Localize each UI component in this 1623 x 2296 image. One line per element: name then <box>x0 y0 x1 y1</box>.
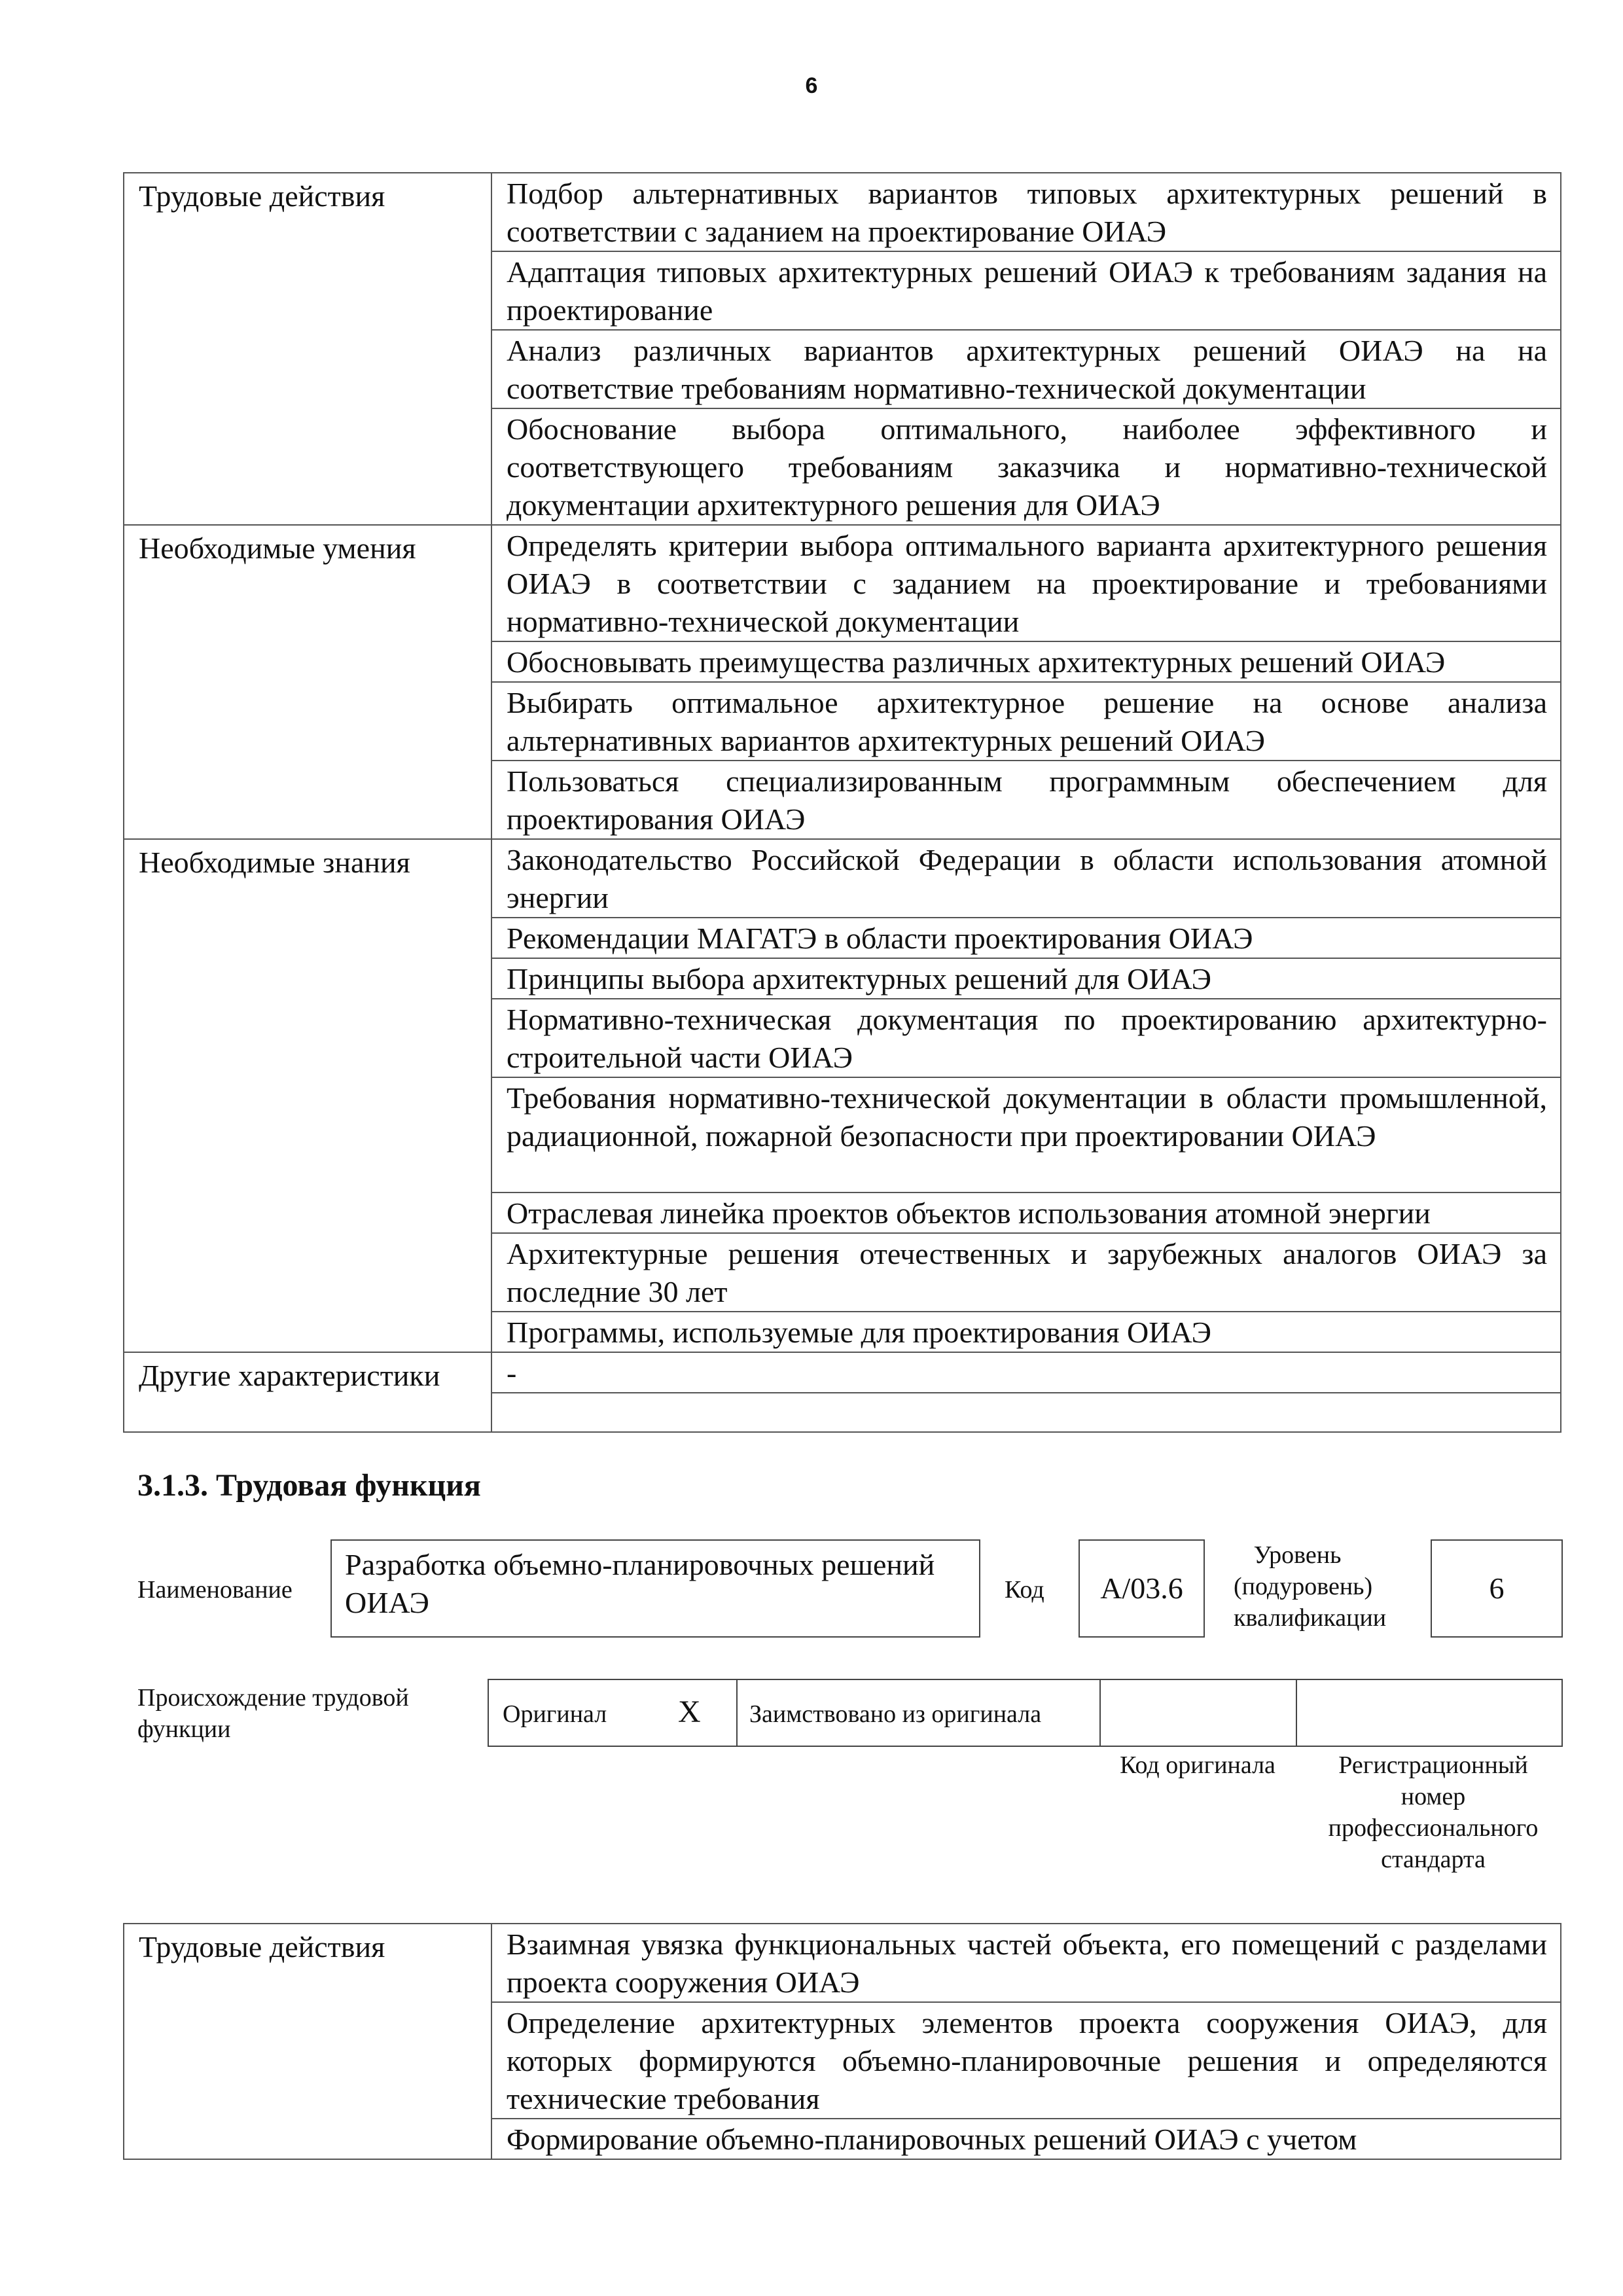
row-label: Необходимые умения <box>124 525 491 839</box>
table-cell: Адаптация типовых архитектурных решений ОИАЭ к требованиям задания на проектирование <box>491 251 1561 330</box>
competency-table <box>123 172 1561 1433</box>
table-row <box>124 839 1561 918</box>
divider <box>736 1679 738 1747</box>
table-cell: Анализ различных вариантов архитектурных решений ОИАЭ на на соответствие требованиям нормативно-технической документации <box>491 330 1561 408</box>
table-row <box>124 1924 1561 2002</box>
original-label: Оригинал <box>503 1700 607 1728</box>
table-row <box>124 1352 1561 1393</box>
code-value-box: А/03.6 <box>1079 1539 1205 1638</box>
borrowed-label: Заимствовано из оригинала <box>749 1700 1042 1728</box>
divider <box>1099 1679 1101 1747</box>
page-number: 6 <box>805 73 818 98</box>
row-label: Трудовые действия <box>124 1924 491 2159</box>
divider <box>488 1679 489 1747</box>
table-cell: Взаимная увязка функциональных частей объекта, его помещений с разделами проекта сооружения ОИАЭ <box>491 1924 1561 2002</box>
function-name-box: Разработка объемно-планировочных решений ОИАЭ <box>330 1539 980 1638</box>
table-cell: Требования нормативно-технической документации в области промышленной, радиационной, пожарной безопасности при проектировании ОИАЭ <box>491 1077 1561 1193</box>
table-cell: Обоснование выбора оптимального, наиболее эффективного и соответствующего требованиям заказчика и нормативно-технической документации архитектурного решения для ОИАЭ <box>491 408 1561 525</box>
table-cell: Программы, используемые для проектирования ОИАЭ <box>491 1312 1561 1352</box>
table-cell: Нормативно-техническая документация по проектированию архитектурно-строительной части ОИАЭ <box>491 999 1561 1077</box>
table-cell: Определять критерии выбора оптимального варианта архитектурного решения ОИАЭ в соответствии с заданием на проектирование и требованиями нормативно-технической документации <box>491 525 1561 641</box>
table-cell: - <box>491 1352 1561 1393</box>
table-row <box>124 173 1561 251</box>
level-label: Уровень (подуровень) квалификации <box>1234 1541 1387 1632</box>
labor-actions-table <box>123 1923 1561 2160</box>
reg-caption: Регистрационный номер профессионального стандарта <box>1328 1751 1539 1873</box>
name-label: Наименование <box>137 1576 293 1604</box>
table-cell: Формирование объемно-планировочных решений ОИАЭ с учетом <box>491 2119 1561 2159</box>
table-cell <box>491 1393 1561 1432</box>
row-label: Необходимые знания <box>124 839 491 1352</box>
table-cell: Отраслевая линейка проектов объектов использования атомной энергии <box>491 1193 1561 1233</box>
table-cell: Законодательство Российской Федерации в области использования атомной энергии <box>491 839 1561 918</box>
section-title: 3.1.3. Трудовая функция <box>137 1468 481 1503</box>
table-cell: Определение архитектурных элементов проекта сооружения ОИАЭ, для которых формируются объемно-планировочные решения и определяются технические требования <box>491 2002 1561 2119</box>
table-cell: Принципы выбора архитектурных решений для ОИАЭ <box>491 958 1561 999</box>
origin-label: Происхождение трудовой функции <box>137 1684 409 1743</box>
original-mark: X <box>678 1695 701 1729</box>
table-cell: Архитектурные решения отечественных и зарубежных аналогов ОИАЭ за последние 30 лет <box>491 1233 1561 1312</box>
table-cell: Рекомендации МАГАТЭ в области проектирования ОИАЭ <box>491 918 1561 958</box>
code-label: Код <box>1005 1576 1044 1604</box>
table-cell: Подбор альтернативных вариантов типовых архитектурных решений в соответствии с заданием на проектирование ОИАЭ <box>491 173 1561 251</box>
table-cell: Пользоваться специализированным программным обеспечением для проектирования ОИАЭ <box>491 761 1561 839</box>
divider <box>1561 1679 1563 1747</box>
row-label: Другие характеристики <box>124 1352 491 1432</box>
table-cell: Выбирать оптимальное архитектурное решение на основе анализа альтернативных вариантов архитектурных решений ОИАЭ <box>491 682 1561 761</box>
row-label: Трудовые действия <box>124 173 491 525</box>
table-cell: Обосновывать преимущества различных архитектурных решений ОИАЭ <box>491 641 1561 682</box>
code-caption: Код оригинала <box>1120 1751 1275 1779</box>
level-value-box: 6 <box>1431 1539 1563 1638</box>
divider <box>1296 1679 1297 1747</box>
table-row <box>124 525 1561 641</box>
